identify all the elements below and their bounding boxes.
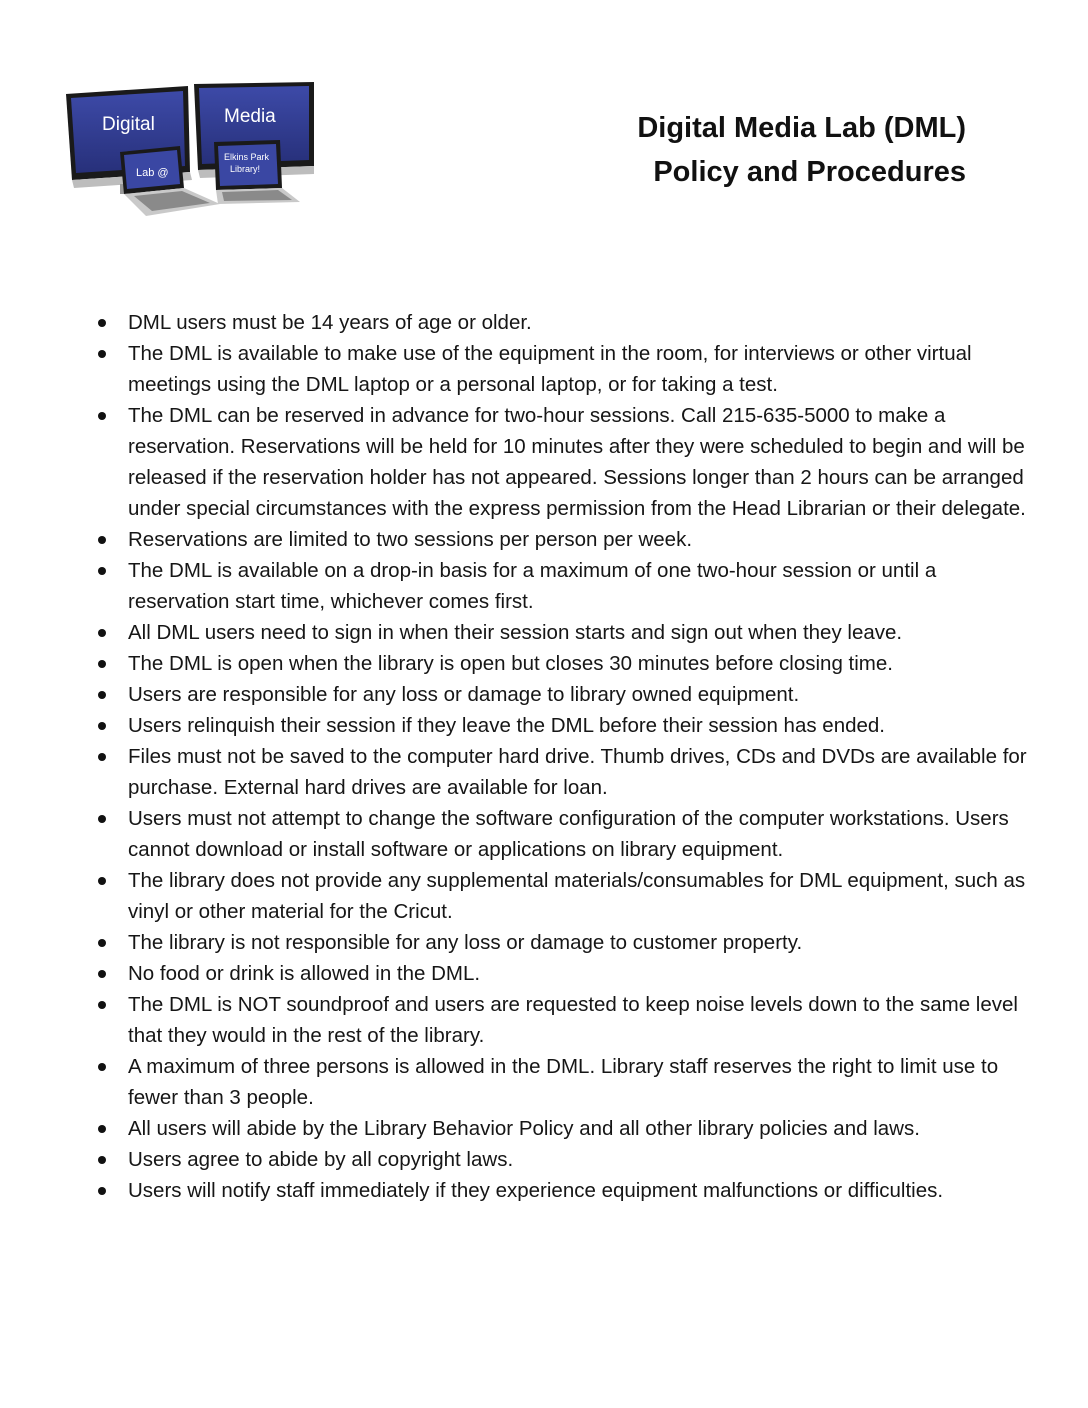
logo-word-library: Library! (230, 164, 261, 174)
logo-word-elkins-park: Elkins Park (224, 152, 270, 162)
policy-text: No food or drink is allowed in the DML. (128, 962, 481, 985)
bullet-icon (98, 536, 106, 544)
policy-item (92, 648, 1030, 679)
policy-text: All DML users need to sign in when their session starts and sign out when they leave. (128, 621, 903, 644)
logo-word-digital: Digital (102, 114, 155, 135)
bullet-icon (98, 660, 106, 668)
bullet-icon (98, 722, 106, 730)
bullet-icon (98, 319, 106, 327)
policy-text: The library does not provide any supplemental materials/consumables for DML equipment, such as vinyl or other material for the Cricut. (128, 869, 1026, 923)
bullet-icon (98, 877, 106, 885)
policy-item (92, 1175, 1030, 1206)
policy-item (92, 989, 1030, 1051)
policy-text: The DML is available on a drop-in basis for a maximum of one two-hour session or until a reservation start time, whichever comes first. (128, 559, 937, 613)
policy-text: The DML is open when the library is open but closes 30 minutes before closing time. (128, 652, 893, 675)
bullet-icon (98, 1125, 106, 1133)
policy-text: The DML is available to make use of the equipment in the room, for interviews or other virtual meetings using the DML laptop or a personal laptop, or for taking a test. (128, 342, 972, 396)
policy-text: Files must not be saved to the computer hard drive. Thumb drives, CDs and DVDs are available for purchase. External hard drives are available for loan. (128, 745, 1027, 799)
bullet-icon (98, 691, 106, 699)
bullet-icon (98, 1187, 106, 1195)
title-line-1: Digital Media Lab (DML) (637, 112, 966, 144)
policy-item (92, 865, 1030, 927)
policy-text: Users agree to abide by all copyright laws. (128, 1148, 514, 1171)
policy-list (92, 307, 1030, 1206)
policy-item (92, 741, 1030, 803)
bullet-icon (98, 753, 106, 761)
bullet-icon (98, 970, 106, 978)
policy-text: The DML can be reserved in advance for two-hour sessions. Call 215-635-5000 to make a reservation. Reservations will be held for 10 minutes after they were scheduled to begin and will be released if the reservation holder has not appeared. Sessions longer than 2 hours can be arranged under special circumstances with the express permission from the Head Librarian or their delegate. (128, 404, 1026, 520)
policy-item (92, 710, 1030, 741)
policy-text: Users must not attempt to change the software configuration of the computer workstations. Users cannot download or install software or applications on library equipment. (128, 807, 1009, 861)
policy-item (92, 307, 1030, 338)
bullet-icon (98, 567, 106, 575)
policy-item (92, 617, 1030, 648)
bullet-icon (98, 1001, 106, 1009)
bullet-icon (98, 815, 106, 823)
bullet-icon (98, 1156, 106, 1164)
bullet-icon (98, 939, 106, 947)
policy-item (92, 555, 1030, 617)
policy-item (92, 338, 1030, 400)
digital-media-lab-logo (64, 80, 316, 222)
policy-item (92, 803, 1030, 865)
policy-item (92, 958, 1030, 989)
logo-word-lab: Lab @ (136, 167, 169, 179)
bullet-icon (98, 1063, 106, 1071)
policy-text: The library is not responsible for any loss or damage to customer property. (128, 931, 803, 954)
policy-text: All users will abide by the Library Behavior Policy and all other library policies and laws. (128, 1117, 920, 1140)
bullet-icon (98, 629, 106, 637)
page-title (560, 106, 966, 194)
policy-item (92, 1051, 1030, 1113)
policy-text: Reservations are limited to two sessions per person per week. (128, 528, 693, 551)
policy-text: A maximum of three persons is allowed in the DML. Library staff reserves the right to limit use to fewer than 3 people. (128, 1055, 999, 1109)
title-line-2: Policy and Procedures (653, 156, 966, 188)
policy-item (92, 679, 1030, 710)
policy-item (92, 927, 1030, 958)
policy-text: Users relinquish their session if they leave the DML before their session has ended. (128, 714, 885, 737)
policy-item (92, 400, 1030, 524)
policy-text: Users are responsible for any loss or damage to library owned equipment. (128, 683, 800, 706)
bullet-icon (98, 412, 106, 420)
policy-text: DML users must be 14 years of age or older. (128, 311, 532, 334)
policy-item (92, 1144, 1030, 1175)
policy-text: Users will notify staff immediately if they experience equipment malfunctions or difficulties. (128, 1179, 944, 1202)
bullet-icon (98, 350, 106, 358)
logo-word-media: Media (224, 106, 276, 127)
policy-text: The DML is NOT soundproof and users are requested to keep noise levels down to the same level that they would in the rest of the library. (128, 993, 1018, 1047)
policy-item (92, 524, 1030, 555)
policy-item (92, 1113, 1030, 1144)
